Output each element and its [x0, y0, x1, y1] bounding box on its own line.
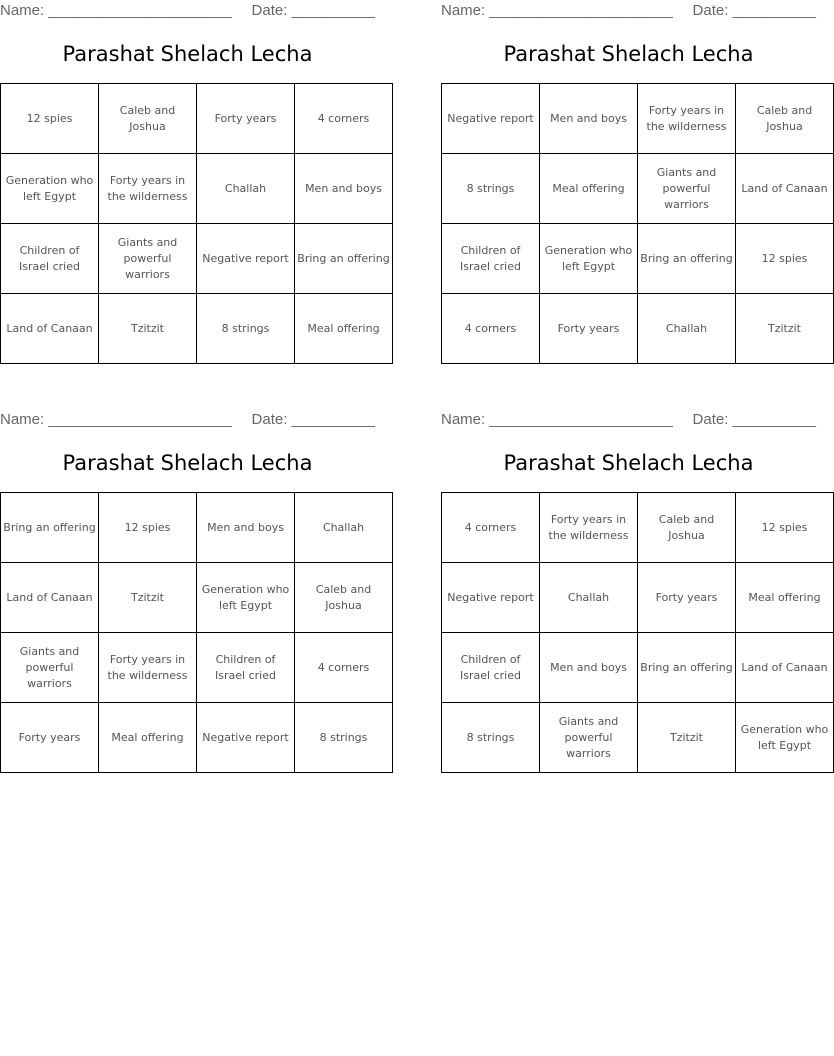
card-header [441, 409, 816, 431]
grid-row [1, 493, 393, 563]
grid-cell: Negative report [197, 224, 295, 294]
name-field[interactable]: Name: ______________________ [441, 2, 673, 19]
grid-row [442, 224, 834, 294]
grid-cell: Meal offering [736, 563, 834, 633]
grid-cell: Generation who left Egypt [197, 563, 295, 633]
grid-cell: Men and boys [295, 154, 393, 224]
grid-cell: Giants and powerful warriors [1, 633, 99, 703]
grid-cell: Giants and powerful warriors [540, 703, 638, 773]
grid-row [1, 294, 393, 364]
grid-cell: Challah [295, 493, 393, 563]
grid-cell: Generation who left Egypt [540, 224, 638, 294]
grid-cell: Negative report [197, 703, 295, 773]
grid-cell: Forty years [1, 703, 99, 773]
grid-cell: Bring an offering [638, 224, 736, 294]
grid-cell: Bring an offering [638, 633, 736, 703]
grid-row [1, 84, 393, 154]
grid-cell: Men and boys [540, 84, 638, 154]
card-title: Parashat Shelach Lecha [62, 42, 313, 66]
card-title: Parashat Shelach Lecha [503, 42, 754, 66]
grid-cell: Negative report [442, 563, 540, 633]
grid-cell: Tzitzit [99, 294, 197, 364]
bingo-card-2 [441, 0, 828, 335]
grid-cell: 8 strings [442, 154, 540, 224]
grid-row [1, 154, 393, 224]
grid-cell: 12 spies [736, 224, 834, 294]
grid-cell: Children of Israel cried [1, 224, 99, 294]
grid-cell: Forty years in the wilderness [638, 84, 736, 154]
grid-cell: Caleb and Joshua [99, 84, 197, 154]
grid-cell: Land of Canaan [736, 154, 834, 224]
grid-cell: 12 spies [1, 84, 99, 154]
grid-cell: Meal offering [99, 703, 197, 773]
bingo-grid [0, 492, 393, 773]
grid-row [442, 563, 834, 633]
grid-cell: Caleb and Joshua [736, 84, 834, 154]
grid-cell: 12 spies [99, 493, 197, 563]
bingo-grid [441, 492, 834, 773]
grid-cell: Forty years [638, 563, 736, 633]
grid-cell: 12 spies [736, 493, 834, 563]
grid-cell: Meal offering [295, 294, 393, 364]
grid-cell: Generation who left Egypt [1, 154, 99, 224]
grid-cell: Caleb and Joshua [295, 563, 393, 633]
bingo-card-1 [0, 0, 390, 335]
grid-cell: 4 corners [295, 633, 393, 703]
grid-cell: Children of Israel cried [442, 224, 540, 294]
card-header [0, 409, 375, 431]
grid-cell: Men and boys [540, 633, 638, 703]
grid-cell: Forty years in the wilderness [99, 633, 197, 703]
grid-cell: Men and boys [197, 493, 295, 563]
grid-cell: Challah [540, 563, 638, 633]
grid-row [1, 703, 393, 773]
grid-cell: 4 corners [442, 294, 540, 364]
grid-cell: 8 strings [197, 294, 295, 364]
bingo-grid [0, 83, 393, 364]
bingo-grid [441, 83, 834, 364]
grid-cell: Bring an offering [1, 493, 99, 563]
bingo-card-4 [441, 409, 829, 760]
grid-cell: Challah [638, 294, 736, 364]
grid-cell: Negative report [442, 84, 540, 154]
grid-cell: Tzitzit [736, 294, 834, 364]
grid-cell: Tzitzit [638, 703, 736, 773]
date-field[interactable]: Date: __________ [692, 2, 816, 19]
grid-cell: Generation who left Egypt [736, 703, 834, 773]
grid-cell: Giants and powerful warriors [638, 154, 736, 224]
grid-cell: Challah [197, 154, 295, 224]
grid-row [1, 633, 393, 703]
grid-cell: Meal offering [540, 154, 638, 224]
grid-cell: Forty years [197, 84, 295, 154]
grid-cell: 4 corners [295, 84, 393, 154]
date-field[interactable]: Date: __________ [692, 411, 816, 428]
name-field[interactable]: Name: ______________________ [441, 411, 673, 428]
grid-cell: Land of Canaan [736, 633, 834, 703]
grid-cell: Caleb and Joshua [638, 493, 736, 563]
card-header [441, 0, 816, 22]
grid-cell: Children of Israel cried [197, 633, 295, 703]
grid-row [442, 493, 834, 563]
name-field[interactable]: Name: ______________________ [0, 2, 232, 19]
card-header [0, 0, 375, 22]
grid-cell: Land of Canaan [1, 563, 99, 633]
grid-cell: 8 strings [295, 703, 393, 773]
grid-row [1, 224, 393, 294]
grid-cell: Children of Israel cried [442, 633, 540, 703]
grid-cell: 4 corners [442, 493, 540, 563]
grid-row [442, 154, 834, 224]
grid-cell: Bring an offering [295, 224, 393, 294]
grid-row [442, 84, 834, 154]
grid-cell: Land of Canaan [1, 294, 99, 364]
date-field[interactable]: Date: __________ [251, 2, 375, 19]
grid-cell: Tzitzit [99, 563, 197, 633]
grid-row [442, 703, 834, 773]
grid-row [442, 294, 834, 364]
date-field[interactable]: Date: __________ [251, 411, 375, 428]
card-title: Parashat Shelach Lecha [503, 451, 754, 475]
grid-cell: Forty years in the wilderness [540, 493, 638, 563]
grid-row [442, 633, 834, 703]
name-field[interactable]: Name: ______________________ [0, 411, 232, 428]
grid-cell: 8 strings [442, 703, 540, 773]
grid-cell: Forty years in the wilderness [99, 154, 197, 224]
card-title: Parashat Shelach Lecha [62, 451, 313, 475]
grid-row [1, 563, 393, 633]
grid-cell: Giants and powerful warriors [99, 224, 197, 294]
grid-cell: Forty years [540, 294, 638, 364]
bingo-card-3 [0, 409, 375, 744]
